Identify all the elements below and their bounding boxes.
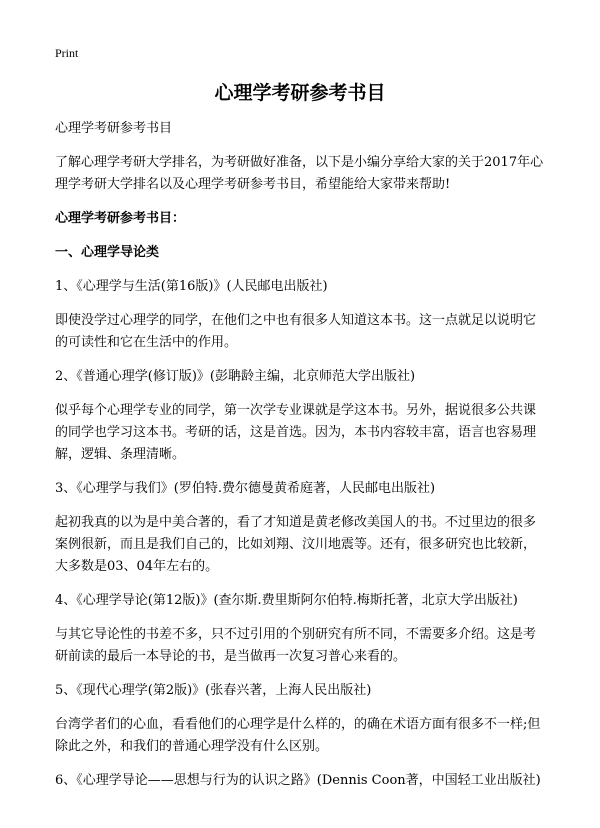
book-desc-3: 起初我真的以为是中美合著的，看了才知道是黄老修改美国人的书。不过里边的很多案例很新，而且是我们自己的，比如刘翔、汶川地震等。还有，很多研究也比较新，大多数是03、04年左右的。	[55, 515, 537, 574]
book-desc-2: 似乎每个心理学专业的同学，第一次学专业课就是学这本书。另外，据说很多公共课的同学也学习这本书。考研的话，这是首选。因为，本书内容较丰富，语言也容易理解，逻辑、条理清晰。	[55, 403, 537, 462]
category-heading: 一、心理学导论类	[55, 245, 160, 260]
intro-paragraph: 了解心理学考研大学排名，为考研做好准备，以下是小编分享给大家的关于2017年心理学考研大学排名以及心理学考研参考书目，希望能给大家带来帮助!	[55, 155, 544, 192]
document-body	[55, 118, 547, 804]
book-desc-5: 台湾学者们的心血，看看他们的心理学是什么样的，的确在术语方面有很多不一样;但除此之外，和我们的普通心理学没有什么区别。	[55, 717, 541, 754]
page-title: 心理学考研参考书目	[214, 82, 386, 104]
book-entry-1: 1、《心理学与生活(第16版)》(人民邮电出版社)	[55, 279, 328, 294]
book-entry-2: 2、《普通心理学(修订版)》(彭聃龄主编，北京师范大学出版社)	[55, 369, 416, 384]
book-desc-4: 与其它导论性的书差不多，只不过引用的个别研究有所不同，不需要多介绍。这是考研前读的最后一本导论的书，是当做再一次复习普心来看的。	[55, 627, 537, 664]
book-entry-6: 6、《心理学导论——思想与行为的认识之路》(Dennis Coon著，中国轻工业出版社)	[55, 773, 541, 788]
book-entry-3: 3、《心理学与我们》(罗伯特.费尔德曼黄希庭著，人民邮电出版社)	[55, 481, 436, 496]
book-desc-1: 即使没学过心理学的同学，在他们之中也有很多人知道这本书。这一点就足以说明它的可读性和它在生活中的作用。	[55, 313, 537, 350]
print-label: Print	[55, 46, 79, 60]
book-entry-4: 4、《心理学导论(第12版)》(查尔斯.费里斯阿尔伯特.梅斯托著，北京大学出版社)	[55, 593, 518, 608]
book-entry-5: 5、《现代心理学(第2版)》(张春兴著，上海人民出版社)	[55, 683, 372, 698]
section-heading: 心理学考研参考书目：	[55, 211, 186, 226]
document-subtitle: 心理学考研参考书目	[55, 121, 173, 136]
